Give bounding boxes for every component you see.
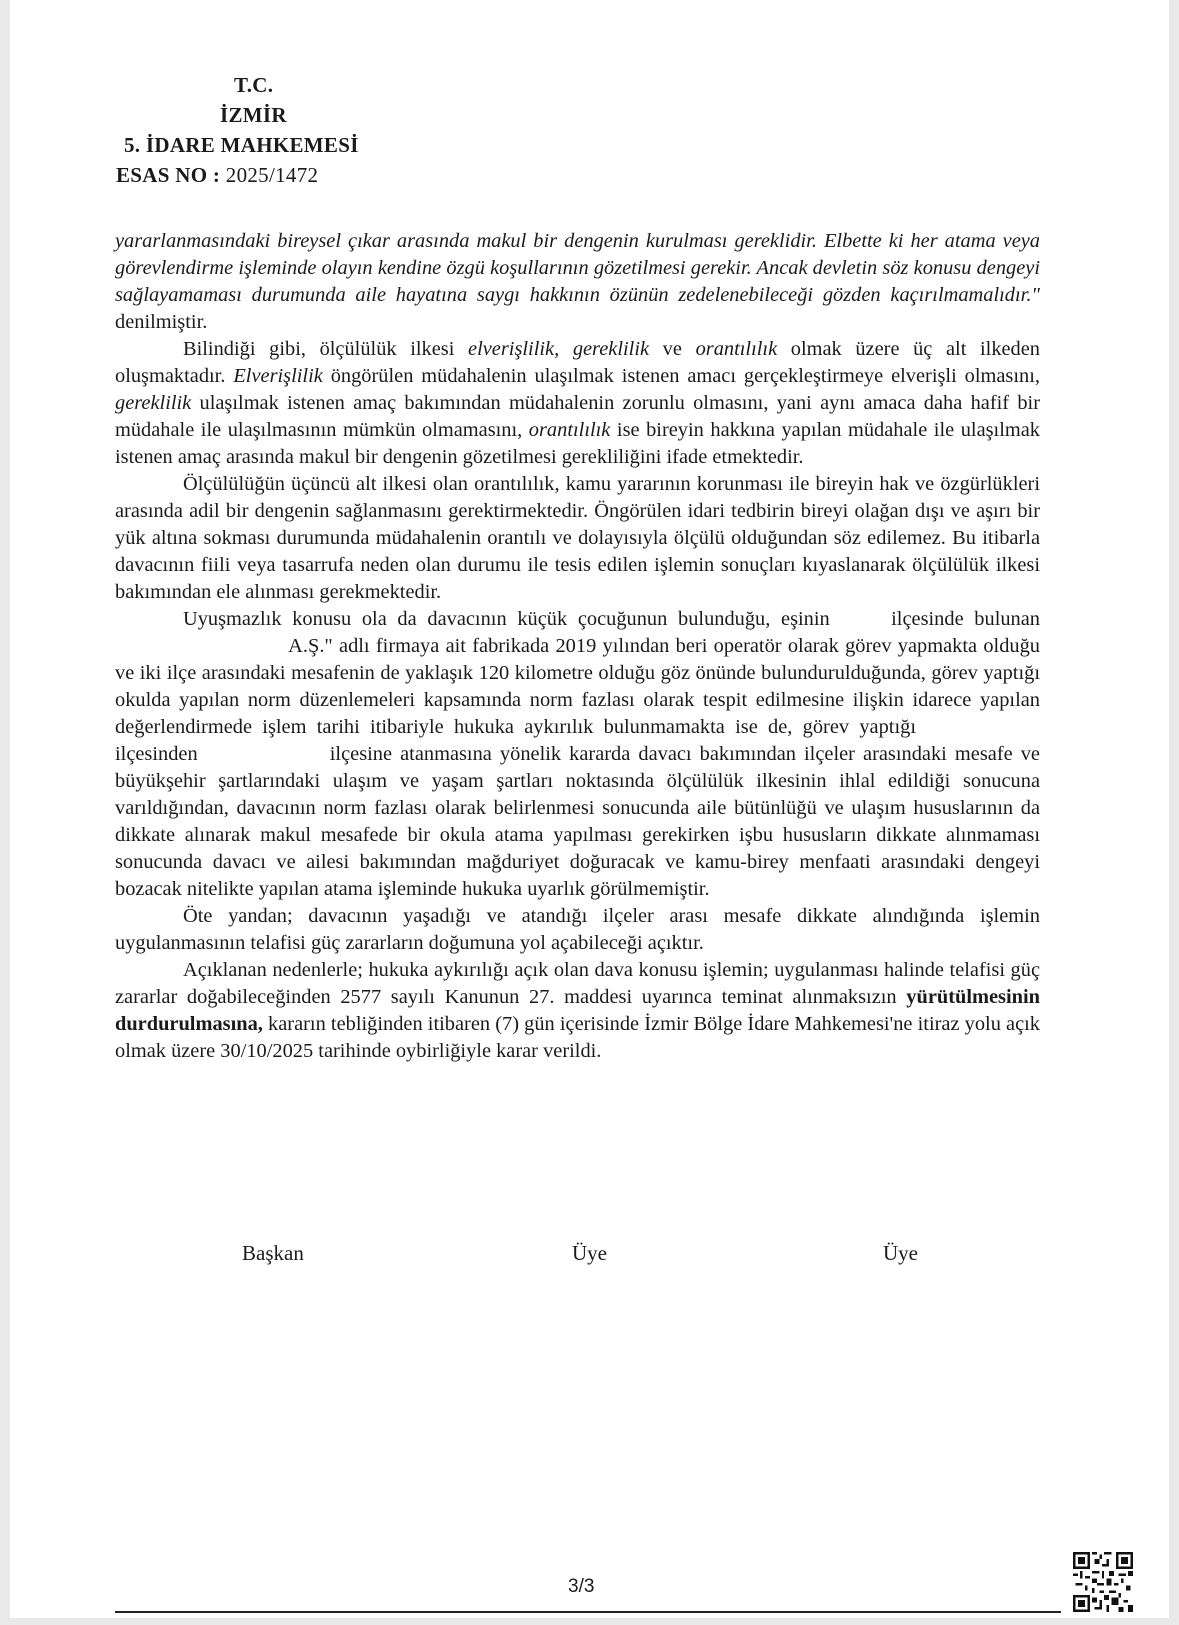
p2-text-i: ulaşılmak istenen amaç bakımından müdahalenin zorunlu olmasını, yani aynı amaca daha hafif bir müdahale ile ulaşılmasının mümkün olmamasını, [115,392,1040,441]
quote-tail: denilmiştir. [115,311,208,333]
p4-text-b: ilçesinde bulunan [891,608,1040,630]
page-number: 3/3 [568,1576,595,1597]
p2-term-f: Elverişlilik [233,365,323,387]
p2-term-d: orantılılık [695,338,778,360]
p4-text-a: Uyuşmazlık konusu ola da davacının küçük çocuğunun bulunduğu, eşinin [183,608,841,630]
header-esas [116,163,318,188]
footer-divider [115,1611,1061,1613]
paragraph-6 [115,957,1040,1065]
paragraph-3: Ölçülülüğün üçüncü alt ilkesi olan orantılılık, kamu yararının korunması ile bireyin hak ve özgürlükleri arasında adil bir dengenin sağlanmasını gerektirmektedir. Öngörülen idari tedbirin bireyi olağan dışı ve aşırı bir yük altına sokması durumunda müdahalenin orantılı ve dolayısıyla ölçülü olduğundan söz edilemez. Bu itibarla davacının fiili veya tasarrufa neden olan durumu ile tesis edilen işlemin sonuçları kıyaslanarak ölçülülük ilkesi bakımından ele alınması gerekmektedir. [115,473,1040,603]
p2-text-a: Bilindiği gibi, ölçülülük ilkesi [183,338,469,360]
p2-text-g: öngörülen müdahalenin ulaşılmak istenen amacı gerçekleştirmeye elverişli olmasını, [322,365,1040,387]
esas-number: 2025/1472 [225,163,319,187]
p4-text-d: ilçesinden [115,743,198,765]
header-court: 5. İDARE MAHKEMESİ [124,133,359,157]
signature-president: Başkan [242,1241,304,1265]
p6-text-c: kararın tebliğinden itibaren (7) gün içerisinde İzmir Bölge İdare Mahkemesi'ne itiraz yolu açık olmak üzere 30/10/2025 tarihinde oybirliğiyle karar verildi. [115,1013,1040,1062]
document-body [115,228,1040,1065]
signature-member-2: Üye [883,1241,918,1265]
p6-text-a: Açıklanan nedenlerle; hukuka aykırılığı açık olan dava konusu işlemin; uygulanması halinde telafisi güç zararlar doğabileceğinden 2577 sayılı Kanunun 27. maddesi uyarınca teminat alınmaksızın [115,959,1040,1008]
p4-text-c: A.Ş." adlı firmaya ait fabrikada 2019 yılından beri operatör olarak görev yapmakta olduğu ve iki ilçe arasındaki mesafenin de yaklaşık 120 kilometre olduğu göz önünde bulundurulduğunda, görev yaptığı okulda yapılan norm düzenlemeleri kapsamında norm fazlası olarak tespit edilmesine ilişkin idarece yapılan değerlendirmede işlem tarihi itibariyle hukuka aykırılık bulunmamakta ise de, görev yaptığı [115,635,1040,738]
p2-term-j: orantılılık [528,419,611,441]
paragraph-1 [115,228,1040,336]
p2-text-e: olmak üzere üç alt ilkeden oluşmaktadır. [115,338,1040,387]
quote-text: yararlanmasındaki bireysel çıkar arasında makul bir dengenin kurulması gereklidir. Elbette ki her atama veya görevlendirme işleminde olayın kendine özgü koşullarının gözetilmesi gerekir. Ancak devletin söz konusu dengeyi sağlayamaması durumunda aile hayatına saygı hakkının özünün zedelenebileceği gözden kaçırılmamalıdır." [115,230,1040,306]
esas-label: ESAS NO : [116,163,226,187]
document-page [10,0,1169,1618]
header-tc: T.C. [234,73,274,97]
p2-text-k: ise bireyin hakkına yapılan müdahale ile ulaşılmak istenen amaç arasında makul bir dengenin gözetilmesi gerekliliğini ifade etmektedir. [115,419,1040,468]
p2-text-c: ve [649,338,696,360]
header-city: İZMİR [220,103,287,127]
paragraph-5: Öte yandan; davacının yaşadığı ve atandığı ilçeler arası mesafe dikkate alındığında işlemin uygulanmasının telafisi güç zararların doğumuna yol açabileceği açıktır. [115,905,1040,954]
paragraph-4 [115,606,1040,903]
paragraph-2 [115,336,1040,471]
signature-member-1: Üye [572,1241,607,1265]
qr-code-icon [1073,1552,1133,1612]
p6-ruling-bold: yürütülmesinin durdurulmasına, [115,986,1040,1035]
p4-text-e: ilçesine atanmasına yönelik kararda davacı bakımından ilçeler arasındaki mesafe ve büyükşehir şartlarındaki ulaşım ve yaşam şartları noktasında ölçülülük ilkesinin ihlal edildiği sonucuna varıldığından, davacının norm fazlası olarak belirlenmesi sonucunda aile bütünlüğü ve ulaşım hususlarının da dikkate alınarak makul mesafede bir okula atama yapılması gerekirken işbu hususların dikkate alınmaması sonucunda davacı ve ailesi bakımından mağduriyet doğuracak ve kamu-birey menfaati arasındaki dengeyi bozacak nitelikte yapılan atama işleminde hukuka uyarlık görülmemiştir. [115,743,1040,900]
p2-term-a: elverişlilik, gereklilik [468,338,650,360]
p2-term-h: gereklilik [115,392,192,414]
